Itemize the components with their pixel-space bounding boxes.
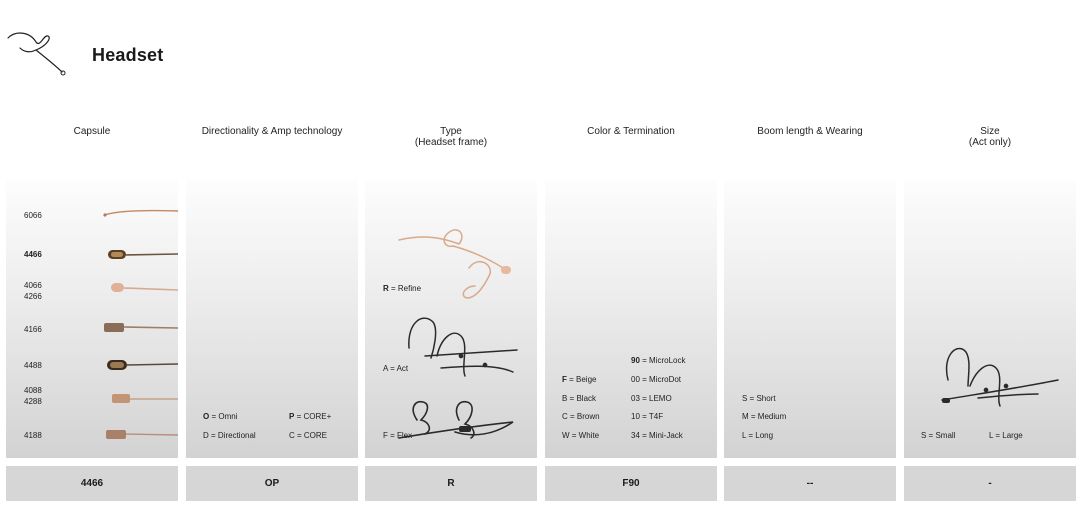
omni-option[interactable]: O = Omni [203, 412, 238, 421]
microlock-option[interactable]: 90 = MicroLock [631, 356, 686, 365]
size-code: - [904, 466, 1076, 501]
capsule-4066-image [111, 283, 178, 292]
capsule-option[interactable]: 4088 4288 [24, 386, 42, 406]
microdot-option[interactable]: 00 = MicroDot [631, 375, 682, 384]
capsule-option[interactable]: 4488 [24, 361, 42, 370]
brown-option[interactable]: C = Brown [562, 412, 600, 421]
flex-headset-image [399, 402, 513, 438]
capsule-option-selected[interactable]: 4466 [24, 250, 42, 259]
beige-option[interactable]: F = Beige [562, 375, 597, 384]
white-option[interactable]: W = White [562, 431, 600, 440]
directionality-code: OP [186, 466, 358, 501]
capsule-option[interactable]: 4166 [24, 325, 42, 334]
capsule-4466-image [108, 250, 178, 259]
header-type: Type (Headset frame) [414, 126, 488, 148]
refine-headset-image [399, 230, 511, 298]
act-headset-image [409, 318, 517, 376]
small-size-option[interactable]: S = Small [921, 431, 956, 440]
capsule-option[interactable]: 6066 [24, 211, 42, 220]
color-code: F90 [545, 466, 717, 501]
flex-option[interactable]: F = Flex [383, 431, 413, 440]
large-size-option[interactable]: L = Large [989, 431, 1023, 440]
header-boom-wearing: Boom length & Wearing [757, 126, 863, 137]
capsule-4166-image [104, 323, 178, 332]
directional-option[interactable]: D = Directional [203, 431, 256, 440]
medium-boom-option[interactable]: M = Medium [742, 412, 787, 421]
size-panel [904, 180, 1076, 458]
header-directionality: Directionality & Amp technology [201, 126, 343, 137]
header-color-termination: Color & Termination [587, 126, 675, 137]
headset-logo-icon [6, 28, 68, 76]
header-size: Size (Act only) [968, 126, 1012, 148]
header-capsule: Capsule [73, 126, 111, 137]
capsule-4088-image [112, 394, 178, 403]
lemo-option[interactable]: 03 = LEMO [631, 394, 672, 403]
core-plus-option[interactable]: P = CORE+ [289, 412, 332, 421]
short-boom-option[interactable]: S = Short [742, 394, 776, 403]
headset-frame-images [395, 226, 535, 441]
act-size-headset-image [938, 340, 1062, 412]
capsule-4188-image [106, 430, 178, 439]
act-option[interactable]: A = Act [383, 364, 409, 373]
minijack-option[interactable]: 34 = Mini-Jack [631, 431, 683, 440]
t4f-option[interactable]: 10 = T4F [631, 412, 664, 421]
capsule-option[interactable]: 4188 [24, 431, 42, 440]
boom-code: -- [724, 466, 896, 501]
capsule-4488-image [107, 360, 178, 370]
capsule-6066-image [103, 210, 178, 216]
type-code: R [365, 466, 537, 501]
core-option[interactable]: C = CORE [289, 431, 328, 440]
capsule-option[interactable]: 4066 4266 [24, 281, 42, 301]
page-title: Headset [92, 45, 164, 65]
refine-option[interactable]: R = Refine [383, 284, 422, 293]
capsule-images [100, 204, 178, 444]
capsule-code: 4466 [6, 466, 178, 501]
long-boom-option[interactable]: L = Long [742, 431, 774, 440]
black-option[interactable]: B = Black [562, 394, 597, 403]
